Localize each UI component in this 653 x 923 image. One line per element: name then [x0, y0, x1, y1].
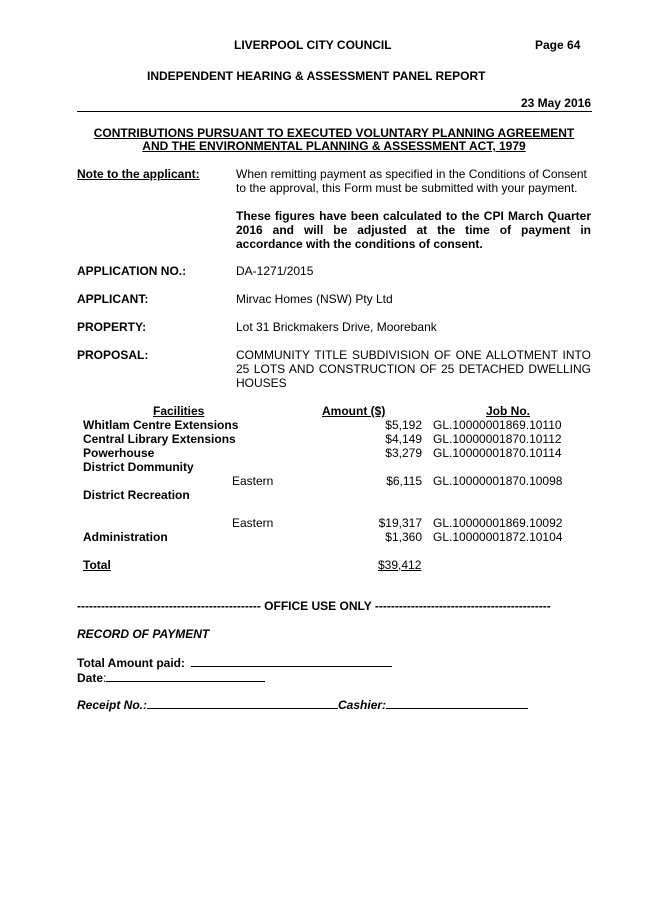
- table-row-area: Eastern: [232, 516, 274, 530]
- application-no-label: APPLICATION NO.:: [77, 264, 187, 278]
- table-row-amount: $6,115: [386, 474, 422, 488]
- proposal-label: PROPOSAL:: [77, 348, 149, 362]
- date-colon: :: [103, 671, 107, 685]
- date-label: Date: [77, 671, 104, 685]
- receipt-label: Receipt No.:: [77, 698, 148, 712]
- total-amount-paid-field[interactable]: [191, 655, 392, 667]
- col-header-job: Job No.: [486, 404, 530, 418]
- total-label: Total: [83, 558, 111, 572]
- col-header-facilities: Facilities: [153, 404, 205, 418]
- heading-line-2: AND THE ENVIRONMENTAL PLANNING & ASSESSMENT ACT, 1979: [142, 139, 526, 153]
- table-row-amount: $3,279: [385, 446, 422, 460]
- table-row-facility: District Dommunity: [83, 460, 194, 474]
- note-label: Note to the applicant:: [77, 167, 200, 181]
- table-row-area: Eastern: [232, 474, 274, 488]
- table-row-job: GL.10000001870.10098: [433, 474, 563, 488]
- table-row-job: GL.10000001869.10092: [433, 516, 563, 530]
- office-use-label: OFFICE USE ONLY: [264, 599, 372, 613]
- property-label: PROPERTY:: [77, 320, 147, 334]
- note-text: When remitting payment as specified in the Conditions of Consent to the approval, this Form must be submitted with your payment.: [236, 167, 587, 195]
- page-number: Page 64: [535, 38, 581, 52]
- table-row-amount: $1,360: [385, 530, 422, 544]
- report-title: INDEPENDENT HEARING & ASSESSMENT PANEL REPORT: [147, 69, 486, 83]
- property-value: Lot 31 Brickmakers Drive, Moorebank: [236, 320, 437, 334]
- table-row-facility: Central Library Extensions: [83, 432, 236, 446]
- total-amount: $39,412: [378, 558, 422, 572]
- record-of-payment-heading: RECORD OF PAYMENT: [77, 627, 210, 641]
- table-row-job: GL.10000001872.10104: [433, 530, 563, 544]
- application-no-value: DA-1271/2015: [236, 264, 314, 278]
- cashier-label: Cashier:: [338, 698, 387, 712]
- cashier-field[interactable]: [386, 697, 528, 709]
- office-use-divider: [77, 599, 592, 613]
- table-row-facility: District Recreation: [83, 488, 190, 502]
- table-row-facility: Administration: [83, 530, 168, 544]
- date-row: [77, 670, 265, 685]
- table-row-amount: $19,317: [378, 516, 422, 530]
- table-row-facility: Powerhouse: [83, 446, 155, 460]
- table-row-job: GL.10000001870.10114: [433, 446, 562, 460]
- note-bold-text: These figures have been calculated to the CPI March Quarter 2016 and will be adjusted at the time of payment in accordance with the conditions of consent.: [236, 209, 591, 251]
- report-date: 23 May 2016: [520, 96, 591, 110]
- council-name: LIVERPOOL CITY COUNCIL: [234, 38, 392, 52]
- table-row-job: GL.10000001869.10110: [433, 418, 562, 432]
- date-field[interactable]: [106, 670, 265, 682]
- header-rule: [77, 111, 592, 112]
- proposal-value: COMMUNITY TITLE SUBDIVISION OF ONE ALLOTMENT INTO 25 LOTS AND CONSTRUCTION OF 25 DETACHED DWELLING HOUSES: [236, 348, 591, 390]
- applicant-label: APPLICANT:: [77, 292, 149, 306]
- total-amount-paid-label: Total Amount paid:: [77, 656, 185, 670]
- table-row-amount: $5,192: [385, 418, 422, 432]
- applicant-value: Mirvac Homes (NSW) Pty Ltd: [236, 292, 393, 306]
- table-row-job: GL.10000001870.10112: [433, 432, 562, 446]
- receipt-field[interactable]: [147, 697, 338, 709]
- table-row-facility: Whitlam Centre Extensions: [83, 418, 239, 432]
- total-amount-paid-row: [77, 655, 392, 670]
- office-divider-left: ----------------------------------------------: [77, 599, 261, 613]
- col-header-amount: Amount ($): [322, 404, 386, 418]
- heading-line-1: CONTRIBUTIONS PURSUANT TO EXECUTED VOLUNTARY PLANNING AGREEMENT: [93, 126, 575, 140]
- receipt-row: [77, 697, 528, 712]
- table-row-amount: $4,149: [385, 432, 422, 446]
- office-divider-right: --------------------------------------------: [374, 599, 551, 613]
